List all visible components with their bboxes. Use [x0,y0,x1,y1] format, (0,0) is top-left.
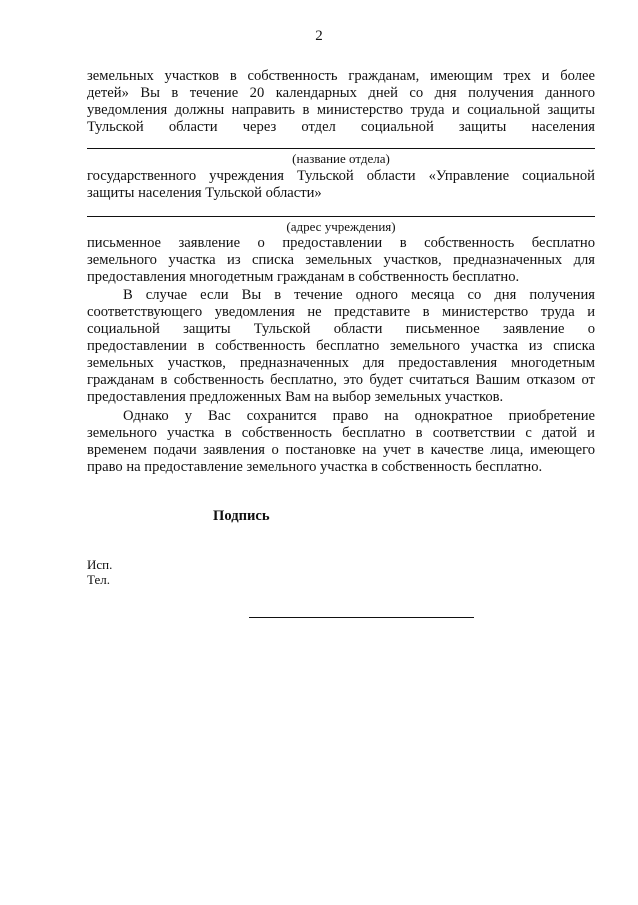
text-line: предоставлении в собственность бесплатно земельного участка из списка [87,338,595,354]
address-caption: (адрес учреждения) [286,219,396,234]
text-line: земельного участка из списка земельных участков, предназначенных для [87,252,595,268]
text-line: гражданам в собственность бесплатно, это будет считаться Вашим отказом от [87,372,595,388]
paragraph-application [87,235,595,286]
text-line: земельных участков, предназначенных для предоставления многодетным [87,355,595,371]
executor-label: Исп. [87,557,113,572]
text-line: Тульской области через отдел социальной защиты населения [87,119,595,135]
paragraph-intro [87,68,595,136]
paragraph-right-retained [87,408,595,476]
text-line: письменное заявление о предоставлении в собственность бесплатно [87,235,595,251]
department-fill-line [87,148,595,149]
text-line: уведомления должны направить в министерство труда и социальной защиты [87,102,595,118]
bottom-divider-line [249,617,474,618]
text-line: социальной защиты Тульской области письменное заявление о [87,321,595,337]
paragraph-institution [87,168,595,202]
address-fill-line [87,216,595,217]
page-number: 2 [315,28,323,44]
text-line: детей» Вы в течение 20 календарных дней со дня получения данного [87,85,595,101]
text-line: право на предоставление земельного участка в собственность бесплатно. [87,459,543,475]
text-line: земельного участка в собственность бесплатно в соответствии с датой и [87,425,595,441]
text-line: государственного учреждения Тульской области «Управление социальной [87,168,595,184]
text-line: земельных участков в собственность гражданам, имеющим трех и более [87,68,595,84]
text-line: защиты населения Тульской области» [87,185,322,201]
text-line: Однако у Вас сохранится право на однократное приобретение [123,408,595,424]
phone-label: Тел. [87,572,110,587]
text-line: В случае если Вы в течение одного месяца со дня получения [123,287,595,303]
department-caption: (название отдела) [292,151,390,166]
text-line: предоставления многодетным гражданам в собственность бесплатно. [87,269,520,285]
text-line: соответствующего уведомления не представите в министерство труда и [87,304,595,320]
paragraph-refusal [87,287,595,406]
text-line: временем подачи заявления о постановке на учет в качестве лица, имеющего [87,442,595,458]
signature-label: Подпись [213,508,270,524]
text-line: предоставления предложенных Вам на выбор земельных участков. [87,389,504,405]
